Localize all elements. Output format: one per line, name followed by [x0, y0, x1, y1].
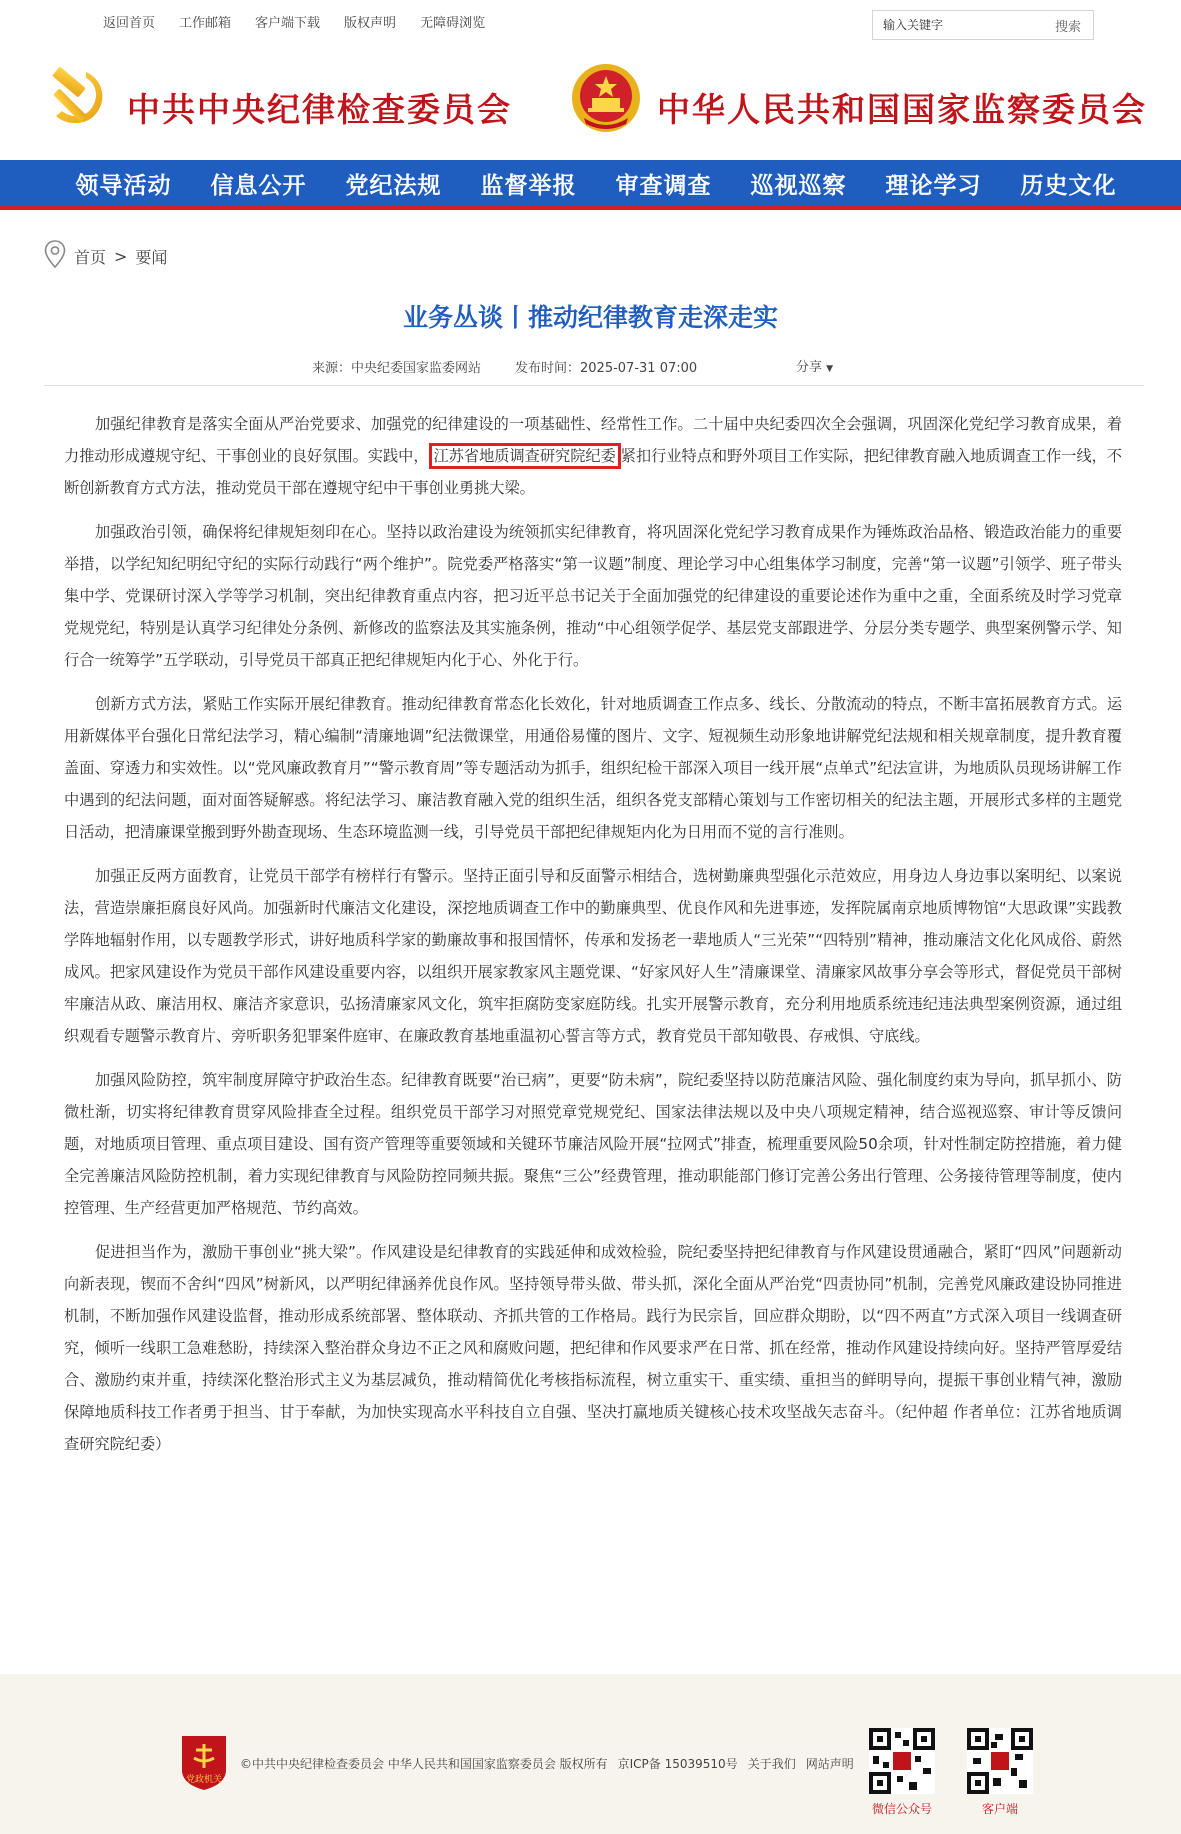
nav-history[interactable]: 历史文化	[1020, 171, 1117, 199]
article-title: 业务丛谈丨推动纪律教育走深走实	[402, 303, 778, 332]
nav-inspection[interactable]: 巡视巡察	[750, 171, 847, 199]
share-dropdown[interactable]	[796, 356, 833, 375]
footer-icp[interactable]: 京ICP备 15039510号	[617, 1757, 738, 1771]
footer	[0, 1674, 1181, 1834]
paragraph-text: 加强纪律教育是落实全面从严治党要求、加强党的纪律建设的一项基础性、经常性工作。二十届中央纪委四次全会强调，巩固深化党纪学习教育成果，着力推动形成遵规守纪、干事创业的良好氛围。实践中，	[64, 415, 1122, 465]
breadcrumb	[44, 240, 167, 272]
nav-theory[interactable]: 理论学习	[885, 171, 982, 199]
caret-down-icon: ▼	[826, 364, 834, 374]
wechat-qr-code	[869, 1728, 935, 1794]
link-work-email[interactable]: 工作邮箱	[179, 16, 232, 31]
party-gov-badge[interactable]	[178, 1732, 230, 1792]
article-body	[64, 408, 1122, 1472]
footer-links	[240, 1755, 854, 1772]
nav-info-disclosure[interactable]: 信息公开	[210, 171, 307, 199]
highlighted-org-name: 江苏省地质调查研究院纪委	[429, 443, 621, 469]
article-meta	[312, 357, 697, 376]
link-copyright[interactable]: 版权声明	[344, 16, 397, 31]
national-emblem-icon	[570, 62, 642, 134]
main-nav	[0, 160, 1181, 210]
article-paragraph: 加强风险防控，筑牢制度屏障守护政治生态。纪律教育既要“治已病”，更要“防未病”，院纪委坚持以防范廉洁风险、强化制度约束为导向，抓早抓小、防微杜渐，切实将纪律教育贯穿风险排查全过程。组织党员干部学习对照党章党规党纪、国家法律法规以及中央八项规定精神，结合巡视巡察、审计等反馈问题，对地质项目管理、重点项目建设、国有资产管理等重要领域和关键环节廉洁风险开展“拉网式”排查，梳理重要风险50余项，针对性制定防控措施，着力健全完善廉洁风险防控机制，着力实现纪律教育与风险防控同频共振。聚焦“三公”经费管理，推动职能部门修订完善公务出行管理、公务接待管理等制度，使内控管理、生产经营更加严格规范、节约高效。	[64, 1071, 1122, 1217]
article-publish-time: 发布时间：2025-07-31 07:00	[515, 361, 698, 376]
top-links	[103, 12, 485, 31]
wechat-qr-caption: 微信公众号	[871, 1802, 932, 1816]
link-client-download[interactable]: 客户端下载	[255, 16, 321, 31]
client-qr-caption: 客户端	[981, 1802, 1018, 1816]
search-button[interactable]: 搜索	[1054, 19, 1081, 35]
svg-text:党政机关: 党政机关	[185, 1775, 223, 1785]
footer-statement[interactable]: 网站声明	[805, 1757, 854, 1771]
breadcrumb-current[interactable]: 要闻	[135, 247, 168, 267]
nav-investigation[interactable]: 审查调查	[615, 171, 712, 199]
article-paragraph: 促进担当作为，激励干事创业“挑大梁”。作风建设是纪律教育的实践延伸和成效检验，院纪委坚持把纪律教育与作风建设贯通融合，紧盯“四风”问题新动向新表现，锲而不舍纠“四风”树新风，以严明纪律涵养优良作风。坚持领导带头做、带头抓，深化全面从严治党“四责协同”机制，完善党风廉政建设协同推进机制，不断加强作风建设监督，推动形成系统部署、整体联动、齐抓共管的工作格局。践行为民宗旨，回应群众期盼，以“四不两直”方式深入项目一线调查研究，倾听一线职工急难愁盼，持续深入整治群众身边不正之风和腐败问题，把纪律和作风要求严在日常、抓在经常，推动作风建设持续向好。坚持严管厚爱结合、激励约束并重，持续深化整治形式主义为基层减负，推动精简优化考核指标流程，树立重实干、重实绩、重担当的鲜明导向，提振干事创业精气神，激励保障地质科技工作者勇于担当、甘于奉献，为加快实现高水平科技自立自强、坚决打赢地质关键核心技术攻坚战矢志奋斗。（纪仲超 作者单位：江苏省地质调查研究院纪委）	[64, 1243, 1122, 1453]
article-paragraph: 加强正反两方面教育，让党员干部学有榜样行有警示。坚持正面引导和反面警示相结合，选树勤廉典型强化示范效应，用身边人身边事以案明纪、以案说法，营造崇廉拒腐良好风尚。加强新时代廉洁文化建设，深挖地质调查工作中的勤廉典型、优良作风和先进事迹，发挥院属南京地质博物馆“大思政课”实践教学阵地辐射作用，以专题教学形式，讲好地质科学家的勤廉故事和报国情怀，传承和发扬老一辈地质人“三光荣”“四特别”精神，推动廉洁文化化风成俗、蔚然成风。把家风建设作为党员干部作风建设重要内容，以组织开展家教家风主题党课、“好家风好人生”清廉课堂、清廉家风故事分享会等形式，督促党员干部树牢廉洁从政、廉洁用权、廉洁齐家意识，弘扬清廉家风文化，筑牢拒腐防变家庭防线。扎实开展警示教育，充分利用地质系统违纪违法典型案例资源，通过组织观看专题警示教育片、旁听职务犯罪案件庭审、在廉政教育基地重温初心誓言等方式，教育党员干部知敬畏、存戒惧、守底线。	[64, 867, 1122, 1045]
client-qr-code	[967, 1728, 1033, 1794]
nav-supervision-report[interactable]: 监督举报	[480, 171, 577, 199]
nsc-title[interactable]: 中华人民共和国国家监察委员会	[657, 90, 1147, 129]
article-paragraph: 创新方式方法，紧贴工作实际开展纪律教育。推动纪律教育常态化长效化，针对地质调查工作点多、线长、分散流动的特点，不断丰富拓展教育方式。运用新媒体平台强化日常纪法学习，精心编制“清廉地调”纪法微课堂，用通俗易懂的图片、文字、短视频生动形象地讲解党纪法规和相关规章制度，提升教育覆盖面、穿透力和实效性。以“党风廉政教育月”“警示教育周”等专题活动为抓手，组织纪检干部深入项目一线开展“点单式”纪法宣讲，为地质队员现场讲解工作中遇到的纪法问题，面对面答疑解惑。将纪法学习、廉洁教育融入党的组织生活，组织各党支部精心策划与工作密切相关的纪法主题，开展形式多样的主题党日活动，把清廉课堂搬到野外勘查现场、生态环境监测一线，引导党员干部把纪律规矩内化为日用而不觉的言行准则。	[64, 695, 1122, 841]
paragraph-text: 紧扣行业特点和野外项目工作实际，把纪律教育融入地质调查工作一线，不断创新教育方式方法，推动党员干部在遵规守纪中干事创业勇挑大梁。	[64, 447, 1123, 497]
article-paragraph	[64, 408, 1122, 504]
footer-about-us[interactable]: 关于我们	[747, 1757, 796, 1771]
article-paragraph: 加强政治引领，确保将纪律规矩刻印在心。坚持以政治建设为统领抓实纪律教育，将巩固深化党纪学习教育成果作为锤炼政治品格、锻造政治能力的重要举措，以学纪知纪明纪守纪的实际行动践行“两个维护”。院党委严格落实“第一议题”制度、理论学习中心组集体学习制度，完善“第一议题”引领学、班子带头集中学、党课研讨深入学等学习机制，突出纪律教育重点内容，把习近平总书记关于全面加强党的纪律建设的重要论述作为重中之重，全面系统及时学习党章党规党纪，特别是认真学习纪律处分条例、新修改的监察法及其实施条例，推动“中心组领学促学、基层党支部跟进学、分层分类专题学、典型案例警示学、知行合一统筹学”五学联动，引导党员干部真正把纪律规矩内化于心、外化于行。	[64, 523, 1122, 669]
nav-leadership[interactable]: 领导活动	[75, 171, 172, 199]
party-emblem-icon	[46, 66, 112, 130]
footer-copyright: ©中共中央纪律检查委员会 中华人民共和国国家监察委员会 版权所有	[240, 1757, 608, 1771]
nav-regulations[interactable]: 党纪法规	[345, 171, 442, 199]
location-pin-icon	[44, 240, 66, 272]
ccdi-title[interactable]: 中共中央纪律检查委员会	[127, 90, 512, 129]
breadcrumb-home[interactable]: 首页	[74, 247, 107, 267]
share-label: 分享	[796, 360, 823, 375]
link-accessibility[interactable]: 无障碍浏览	[420, 16, 486, 31]
search-box	[872, 10, 1094, 40]
link-home[interactable]: 返回首页	[103, 16, 156, 31]
search-input[interactable]	[873, 11, 1043, 39]
title-divider	[44, 385, 1144, 386]
breadcrumb-separator: >	[114, 246, 128, 266]
article-source: 来源：中央纪委国家监委网站	[312, 361, 482, 376]
